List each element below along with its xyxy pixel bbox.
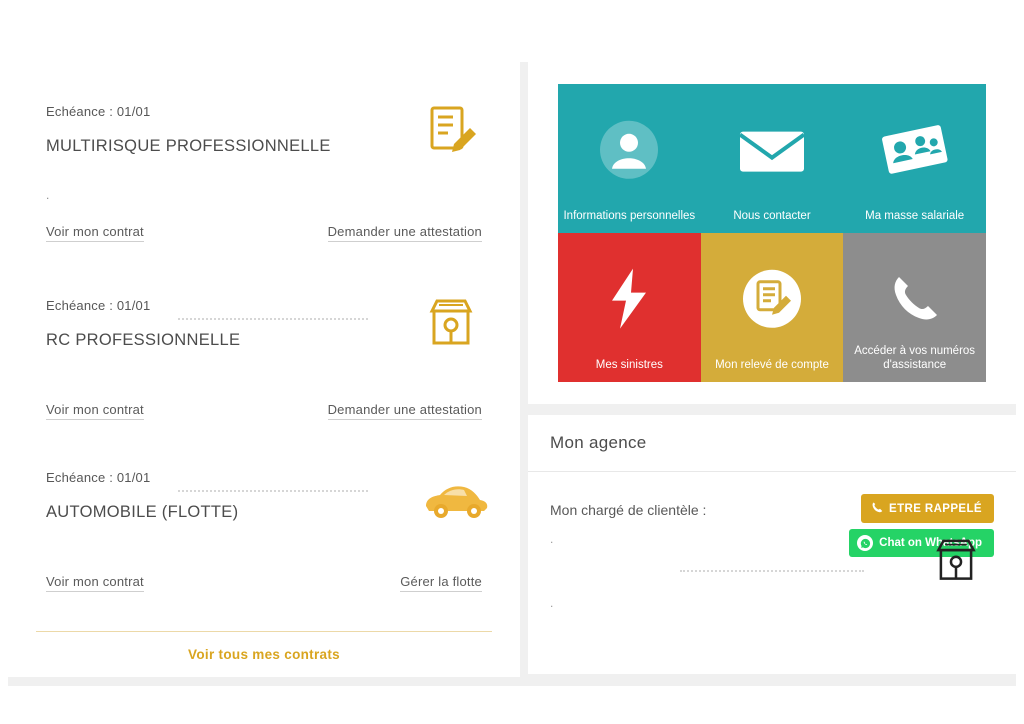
tile-masse-salariale[interactable] xyxy=(843,84,986,233)
contracts-panel xyxy=(8,62,520,677)
right-column xyxy=(528,62,1016,674)
phone-icon xyxy=(871,501,883,516)
contract-subtext xyxy=(46,372,482,386)
tile-label: Informations personnelles xyxy=(563,210,696,222)
contract-due-date: Echéance : 01/01 xyxy=(46,104,151,119)
agency-separator xyxy=(680,570,864,572)
view-all-contracts-link[interactable]: Voir tous mes contrats xyxy=(188,647,340,662)
contract-subtext: . xyxy=(46,188,50,202)
tile-label: Mes sinistres xyxy=(595,359,663,371)
callback-button[interactable] xyxy=(861,494,994,523)
car-icon xyxy=(420,480,482,540)
whatsapp-icon xyxy=(857,535,873,551)
contract-title: MULTIRISQUE PROFESSIONNELLE xyxy=(46,137,331,155)
contract-subtext xyxy=(46,544,482,558)
team-card-icon xyxy=(877,122,953,183)
statement-icon xyxy=(741,267,803,334)
view-contract-link-2[interactable]: Voir mon contrat xyxy=(46,402,144,420)
contract-title: AUTOMOBILE (FLOTTE) xyxy=(46,503,239,521)
view-contract-link-3[interactable]: Voir mon contrat xyxy=(46,574,144,592)
agency-title: Mon agence xyxy=(550,433,647,452)
contract-title: RC PROFESSIONNELLE xyxy=(46,331,241,349)
view-all-contracts-row[interactable] xyxy=(36,631,492,677)
agency-header xyxy=(528,415,1016,472)
whatsapp-button-label: Chat on WhatsApp xyxy=(879,537,982,549)
quick-actions-grid xyxy=(558,84,986,382)
contract-card-1[interactable] xyxy=(8,104,520,242)
contract-due-date: Echéance : 01/01 xyxy=(46,298,151,313)
tile-nous-contacter[interactable] xyxy=(701,84,844,233)
tile-label: Mon relevé de compte xyxy=(715,359,829,371)
contract-document-icon xyxy=(420,104,482,164)
quick-actions-card xyxy=(528,62,1016,404)
phone-icon xyxy=(885,269,945,334)
contract-card-3[interactable] xyxy=(8,470,520,592)
agency-advisor-label: Mon chargé de clientèle : xyxy=(550,502,707,518)
contract-due-date: Echéance : 01/01 xyxy=(46,470,151,485)
envelope-icon xyxy=(736,123,808,182)
shop-icon xyxy=(420,295,482,355)
agency-card xyxy=(528,415,1016,674)
contract-card-2[interactable] xyxy=(8,298,520,420)
agency-extra-value: . xyxy=(550,596,554,610)
request-certificate-link-2[interactable]: Demander une attestation xyxy=(328,402,482,420)
manage-fleet-link[interactable]: Gérer la flotte xyxy=(400,574,482,592)
lightning-icon xyxy=(606,266,652,335)
tile-releve-de-compte[interactable] xyxy=(701,233,844,382)
tile-label: Nous contacter xyxy=(733,210,811,222)
callback-button-label: ETRE RAPPELÉ xyxy=(889,502,982,515)
view-contract-link-1[interactable]: Voir mon contrat xyxy=(46,224,144,242)
agency-advisor-value: . xyxy=(550,532,554,546)
request-certificate-link-1[interactable]: Demander une attestation xyxy=(328,224,482,242)
user-icon xyxy=(598,118,660,185)
shop-icon xyxy=(930,535,982,592)
tile-mes-sinistres[interactable] xyxy=(558,233,701,382)
agency-body xyxy=(528,472,1016,610)
tile-label: Ma masse salariale xyxy=(865,210,965,222)
tile-informations-personnelles[interactable] xyxy=(558,84,701,233)
tile-label: Accéder à vos numéros d'assistance xyxy=(854,345,976,371)
tile-numeros-assistance[interactable] xyxy=(843,233,986,382)
